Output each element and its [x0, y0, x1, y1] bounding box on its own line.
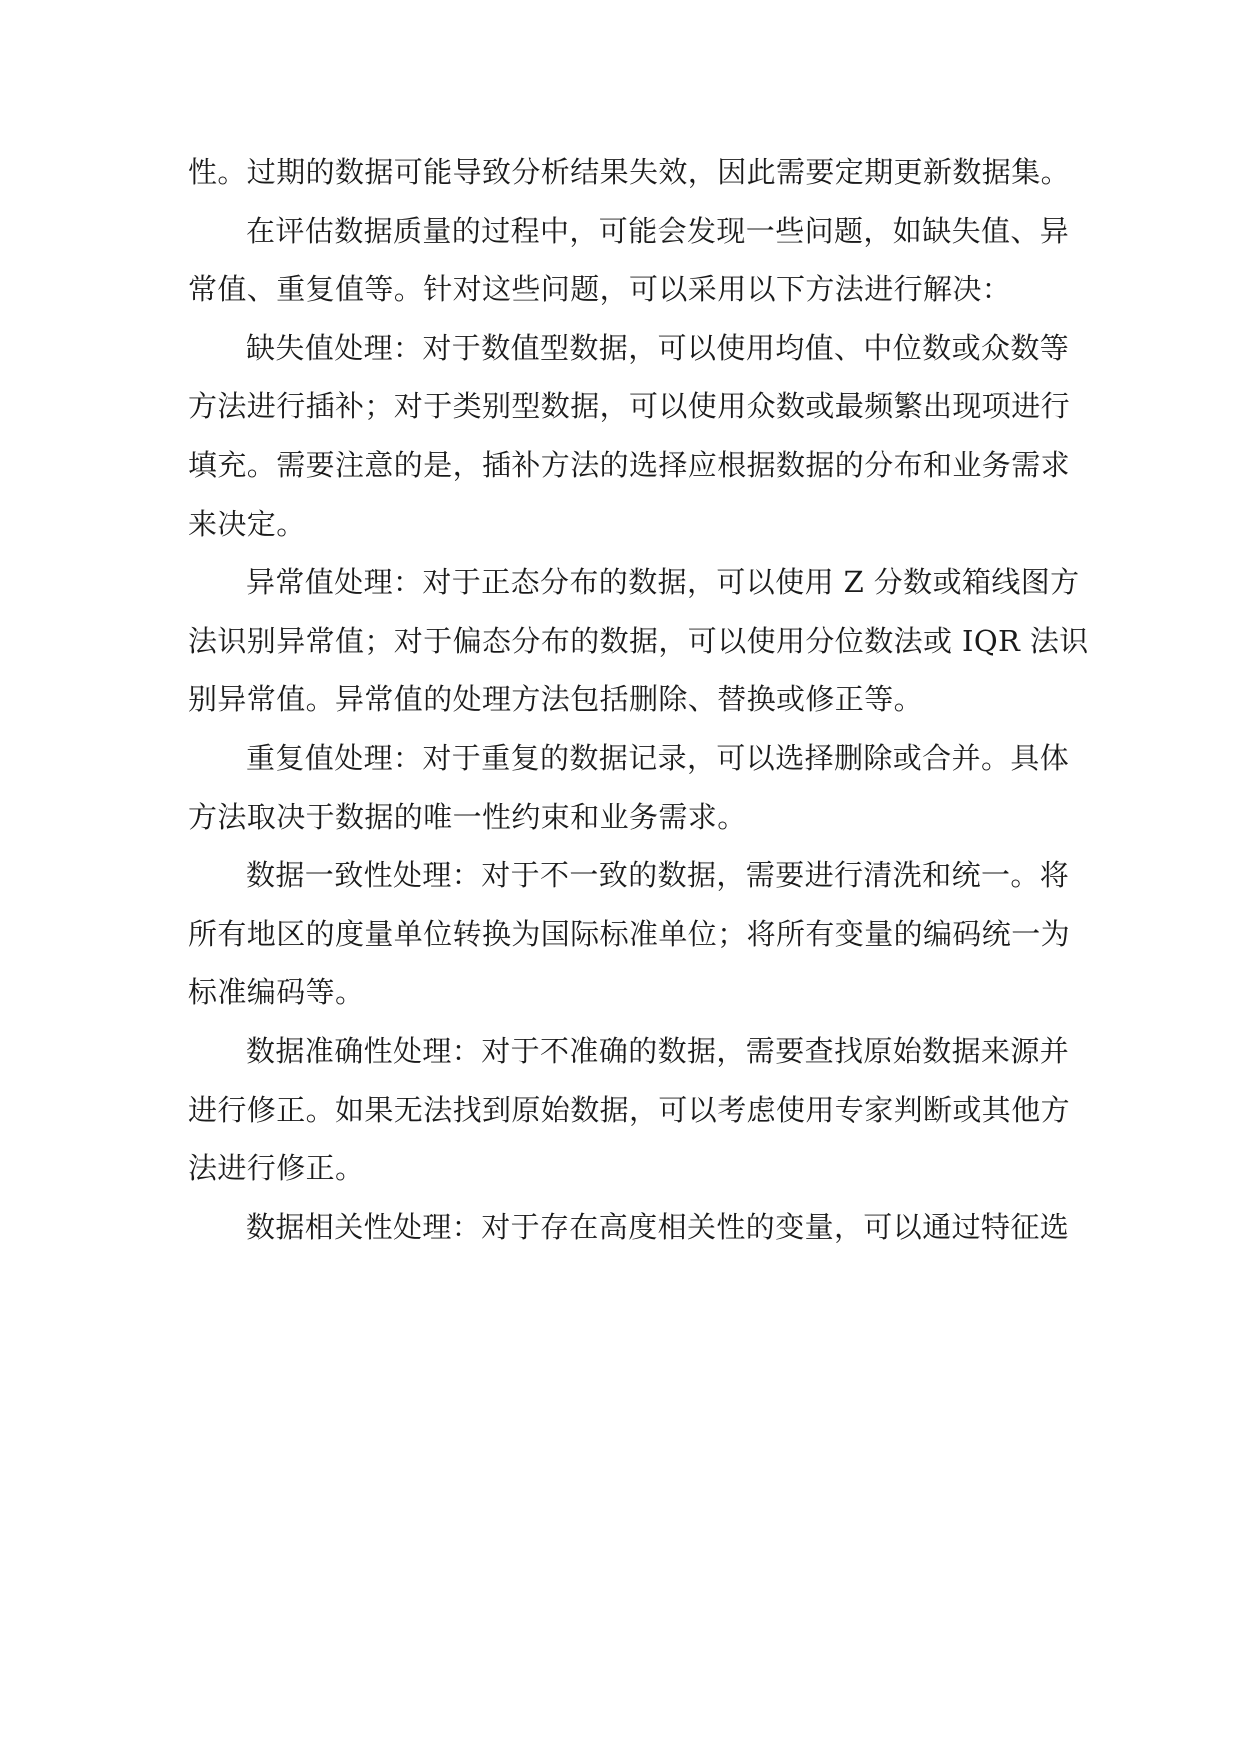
text-line: 方法取决于数据的唯一性约束和业务需求。 [188, 800, 747, 834]
text-line: 别异常值。异常值的处理方法包括删除、替换或修正等。 [188, 682, 924, 716]
text-line: 法进行修正。 [188, 1151, 365, 1185]
text-line: 重复值处理：对于重复的数据记录，可以选择删除或合并。具体 [246, 741, 1070, 775]
text-line: 标准编码等。 [188, 975, 365, 1009]
text-line: 数据一致性处理：对于不一致的数据，需要进行清洗和统一。将 [246, 858, 1070, 892]
text-line: 数据准确性处理：对于不准确的数据，需要查找原始数据来源并 [246, 1034, 1070, 1068]
text-line: 常值、重复值等。针对这些问题，可以采用以下方法进行解决： [188, 272, 1012, 306]
text-line: 性。过期的数据可能导致分析结果失效，因此需要定期更新数据集。 [188, 155, 1071, 189]
text-line: 进行修正。如果无法找到原始数据，可以考虑使用专家判断或其他方 [188, 1093, 1071, 1127]
text-line: 数据相关性处理：对于存在高度相关性的变量，可以通过特征选 [246, 1210, 1070, 1244]
text-line: 缺失值处理：对于数值型数据，可以使用均值、中位数或众数等 [246, 331, 1070, 365]
text-line: 所有地区的度量单位转换为国际标准单位；将所有变量的编码统一为 [188, 917, 1071, 951]
text-line: 来决定。 [188, 507, 306, 541]
text-line: 方法进行插补；对于类别型数据，可以使用众数或最频繁出现项进行 [188, 389, 1071, 423]
text-line: 在评估数据质量的过程中，可能会发现一些问题，如缺失值、异 [246, 214, 1070, 248]
text-line: 填充。需要注意的是，插补方法的选择应根据数据的分布和业务需求 [188, 448, 1071, 482]
text-line: 异常值处理：对于正态分布的数据，可以使用 Z 分数或箱线图方 [246, 565, 1080, 599]
text-line: 法识别异常值；对于偏态分布的数据，可以使用分位数法或 IQR 法识 [188, 624, 1089, 658]
